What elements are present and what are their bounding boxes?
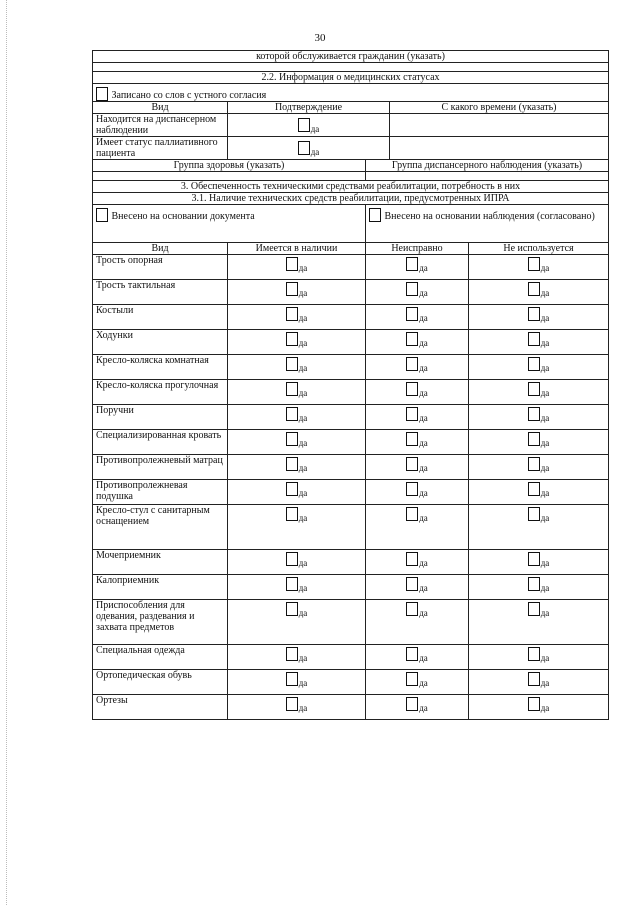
aid-broken-cell xyxy=(366,255,469,280)
aid-available-cell xyxy=(228,305,366,330)
checkbox-label: да xyxy=(419,513,428,523)
checkbox[interactable] xyxy=(406,357,418,371)
oral-consent-checkbox[interactable] xyxy=(96,87,108,101)
checkbox-label: да xyxy=(540,363,550,373)
aid-available-cell xyxy=(228,645,366,670)
health-group-label: Группа здоровья (указать) xyxy=(93,160,366,172)
aid-available-cell xyxy=(228,330,366,355)
aid-broken-cell xyxy=(366,405,469,430)
checkbox-label: да xyxy=(540,463,550,473)
aid-row xyxy=(93,280,609,305)
aid-row xyxy=(93,430,609,455)
checkbox-label: да xyxy=(298,703,308,713)
page-number: 30 xyxy=(314,32,326,44)
checkbox-label: да xyxy=(540,608,550,618)
status-row-label: Находится на диспансерном наблюдении xyxy=(93,114,228,137)
checkbox-label: да xyxy=(298,608,308,618)
checkbox-label: да xyxy=(540,583,550,593)
aid-unused-cell xyxy=(469,695,609,720)
checkbox[interactable] xyxy=(528,697,540,711)
checkbox-label: да xyxy=(540,413,550,423)
aid-available-cell xyxy=(228,255,366,280)
checkbox[interactable] xyxy=(286,577,298,591)
aid-unused-cell xyxy=(469,550,609,575)
entered-document-cell xyxy=(93,205,366,243)
checkbox[interactable] xyxy=(286,332,298,346)
entered-document-checkbox[interactable] xyxy=(96,208,108,222)
checkbox-label: да xyxy=(540,338,550,348)
checkbox-label: да xyxy=(298,388,308,398)
aid-unused-cell xyxy=(469,280,609,305)
checkbox[interactable] xyxy=(406,257,418,271)
top-row-text: которой обслуживается гражданин (указать) xyxy=(93,51,609,63)
checkbox[interactable] xyxy=(286,432,298,446)
checkbox[interactable] xyxy=(298,118,310,132)
checkbox[interactable] xyxy=(528,552,540,566)
aid-name: Ортезы xyxy=(93,695,228,720)
aid-available-cell xyxy=(228,695,366,720)
checkbox-label: да xyxy=(540,703,550,713)
aid-row xyxy=(93,550,609,575)
aid-name: Трость тактильная xyxy=(93,280,228,305)
aids-header-available: Имеется в наличии xyxy=(228,243,366,255)
aid-broken-cell xyxy=(366,355,469,380)
aid-name: Поручни xyxy=(93,405,228,430)
checkbox-label: да xyxy=(419,288,428,298)
aid-unused-cell xyxy=(469,505,609,550)
aid-available-cell xyxy=(228,380,366,405)
checkbox-label: да xyxy=(298,263,308,273)
checkbox[interactable] xyxy=(406,672,418,686)
aid-row xyxy=(93,695,609,720)
aid-name: Мочеприемник xyxy=(93,550,228,575)
checkbox[interactable] xyxy=(286,507,298,521)
checkbox-label: да xyxy=(540,313,550,323)
aid-row xyxy=(93,255,609,280)
aid-available-cell xyxy=(228,455,366,480)
checkbox-label: да xyxy=(419,463,428,473)
aid-name: Специализированная кровать xyxy=(93,430,228,455)
aid-name: Приспособления для одевания, раздевания и захвата предметов xyxy=(93,600,228,645)
checkbox-label: да xyxy=(298,488,308,498)
aid-available-cell xyxy=(228,480,366,505)
aid-broken-cell xyxy=(366,305,469,330)
aid-row xyxy=(93,455,609,480)
checkbox[interactable] xyxy=(528,457,540,471)
checkbox[interactable] xyxy=(528,257,540,271)
aid-available-cell xyxy=(228,505,366,550)
aid-available-cell xyxy=(228,280,366,305)
checkbox[interactable] xyxy=(406,577,418,591)
checkbox[interactable] xyxy=(286,602,298,616)
checkbox[interactable] xyxy=(528,407,540,421)
checkbox-label: да xyxy=(298,288,308,298)
section-2-2-title: 2.2. Информация о медицинских статусах xyxy=(93,72,609,84)
entered-observation-cell xyxy=(366,205,609,243)
checkbox[interactable] xyxy=(528,382,540,396)
status-row-label: Имеет статус паллиативного пациента xyxy=(93,137,228,160)
aid-row xyxy=(93,330,609,355)
checkbox[interactable] xyxy=(286,457,298,471)
dispensary-group-label: Группа диспансерного наблюдения (указать) xyxy=(366,160,609,172)
checkbox-label: да xyxy=(419,488,428,498)
aid-name: Кресло-коляска прогулочная xyxy=(93,380,228,405)
aid-broken-cell xyxy=(366,575,469,600)
aid-available-cell xyxy=(228,430,366,455)
aid-row xyxy=(93,305,609,330)
aid-unused-cell xyxy=(469,305,609,330)
aid-name: Специальная одежда xyxy=(93,645,228,670)
aid-name: Кресло-коляска комнатная xyxy=(93,355,228,380)
status-header-confirmation: Подтверждение xyxy=(228,102,390,114)
checkbox-label: да xyxy=(298,413,308,423)
checkbox-label: да xyxy=(419,313,428,323)
aid-row xyxy=(93,355,609,380)
status-header-since: С какого времени (указать) xyxy=(390,102,609,114)
checkbox[interactable] xyxy=(286,382,298,396)
checkbox[interactable] xyxy=(528,332,540,346)
checkbox[interactable] xyxy=(286,697,298,711)
aid-row xyxy=(93,600,609,645)
blank-row[interactable] xyxy=(93,63,609,72)
checkbox[interactable] xyxy=(406,282,418,296)
aid-broken-cell xyxy=(366,330,469,355)
aid-broken-cell xyxy=(366,550,469,575)
aids-header-type: Вид xyxy=(93,243,228,255)
checkbox[interactable] xyxy=(286,357,298,371)
checkbox-label: да xyxy=(298,678,308,688)
checkbox[interactable] xyxy=(406,332,418,346)
aid-name: Кресло-стул с санитарным оснащением xyxy=(93,505,228,550)
status-row-check: да xyxy=(228,114,390,137)
status-header-type: Вид xyxy=(93,102,228,114)
aid-available-cell xyxy=(228,600,366,645)
section-3-1-title: 3.1. Наличие технических средств реабилитации, предусмотренных ИПРА xyxy=(93,193,609,205)
checkbox-label: да xyxy=(419,388,428,398)
checkbox-label: да xyxy=(540,678,550,688)
checkbox-label: да xyxy=(540,388,550,398)
dispensary-group-field[interactable] xyxy=(366,172,609,181)
checkbox[interactable] xyxy=(406,432,418,446)
checkbox[interactable] xyxy=(528,432,540,446)
checkbox-label: да xyxy=(298,653,308,663)
checkbox-label: да xyxy=(298,583,308,593)
aid-row xyxy=(93,505,609,550)
aid-broken-cell xyxy=(366,280,469,305)
checkbox[interactable] xyxy=(528,507,540,521)
checkbox[interactable] xyxy=(286,257,298,271)
aid-unused-cell xyxy=(469,600,609,645)
aid-unused-cell xyxy=(469,380,609,405)
checkbox[interactable] xyxy=(406,507,418,521)
checkbox-label: да xyxy=(540,488,550,498)
checkbox[interactable] xyxy=(286,672,298,686)
aid-row xyxy=(93,480,609,505)
aid-name: Костыли xyxy=(93,305,228,330)
aid-unused-cell xyxy=(469,355,609,380)
aid-broken-cell xyxy=(366,505,469,550)
health-group-field[interactable] xyxy=(93,172,366,181)
status-row-check: да xyxy=(228,137,390,160)
aid-unused-cell xyxy=(469,330,609,355)
aid-broken-cell xyxy=(366,480,469,505)
aid-broken-cell xyxy=(366,695,469,720)
checkbox[interactable] xyxy=(406,407,418,421)
checkbox-label: да xyxy=(540,558,550,568)
checkbox[interactable] xyxy=(406,602,418,616)
aid-name: Калоприемник xyxy=(93,575,228,600)
checkbox-label: да xyxy=(419,583,428,593)
checkbox-label: да xyxy=(298,463,308,473)
checkbox[interactable] xyxy=(286,407,298,421)
entered-document-label: Внесено на основании документа xyxy=(111,211,255,222)
checkbox-label: да xyxy=(540,653,550,663)
aids-header-broken: Неисправно xyxy=(366,243,469,255)
aid-broken-cell xyxy=(366,455,469,480)
checkbox-label: да xyxy=(419,678,428,688)
checkbox[interactable] xyxy=(406,482,418,496)
aid-row xyxy=(93,380,609,405)
checkbox-label: да xyxy=(298,438,308,448)
checkbox[interactable] xyxy=(528,602,540,616)
page-edge xyxy=(6,0,7,905)
aid-name: Противопролежневая подушка xyxy=(93,480,228,505)
checkbox-label: да xyxy=(298,363,308,373)
checkbox[interactable] xyxy=(528,672,540,686)
checkbox[interactable] xyxy=(406,552,418,566)
checkbox-label: да xyxy=(298,513,308,523)
aid-row xyxy=(93,670,609,695)
aid-unused-cell xyxy=(469,575,609,600)
checkbox-label: да xyxy=(298,558,308,568)
aid-broken-cell xyxy=(366,600,469,645)
checkbox-label: да xyxy=(540,513,550,523)
checkbox[interactable] xyxy=(298,141,310,155)
checkbox-label: да xyxy=(419,558,428,568)
aid-name: Ходунки xyxy=(93,330,228,355)
checkbox[interactable] xyxy=(528,647,540,661)
checkbox-label: да xyxy=(298,313,308,323)
checkbox[interactable] xyxy=(528,482,540,496)
checkbox-label: да xyxy=(419,703,428,713)
checkbox-label: да xyxy=(540,438,550,448)
aid-unused-cell xyxy=(469,480,609,505)
aid-name: Противопролежневый матрац xyxy=(93,455,228,480)
aid-available-cell xyxy=(228,575,366,600)
aid-available-cell xyxy=(228,670,366,695)
form-table xyxy=(92,50,609,720)
checkbox[interactable] xyxy=(528,577,540,591)
aids-header-unused: Не используется xyxy=(469,243,609,255)
aid-row xyxy=(93,645,609,670)
checkbox[interactable] xyxy=(528,307,540,321)
aid-unused-cell xyxy=(469,405,609,430)
aid-broken-cell xyxy=(366,430,469,455)
aid-name: Трость опорная xyxy=(93,255,228,280)
checkbox[interactable] xyxy=(406,697,418,711)
checkbox[interactable] xyxy=(286,282,298,296)
checkbox[interactable] xyxy=(286,647,298,661)
aid-available-cell xyxy=(228,405,366,430)
aid-name: Ортопедическая обувь xyxy=(93,670,228,695)
checkbox[interactable] xyxy=(406,382,418,396)
checkbox[interactable] xyxy=(286,552,298,566)
checkbox[interactable] xyxy=(406,457,418,471)
aid-unused-cell xyxy=(469,430,609,455)
aid-broken-cell xyxy=(366,380,469,405)
section-3-title: 3. Обеспеченность техническими средствами реабилитации, потребность в них xyxy=(93,181,609,193)
checkbox-label: да xyxy=(419,438,428,448)
aid-available-cell xyxy=(228,550,366,575)
checkbox[interactable] xyxy=(406,647,418,661)
aid-broken-cell xyxy=(366,645,469,670)
checkbox-label: да xyxy=(540,263,550,273)
aids-list xyxy=(93,255,609,720)
checkbox[interactable] xyxy=(528,282,540,296)
checkbox-label: да xyxy=(419,653,428,663)
aid-broken-cell xyxy=(366,670,469,695)
checkbox-label: да xyxy=(419,413,428,423)
status-row-since-field[interactable] xyxy=(390,137,609,160)
checkbox-label: да xyxy=(419,263,428,273)
checkbox-label: да xyxy=(419,608,428,618)
checkbox-label: да xyxy=(298,338,308,348)
aid-unused-cell xyxy=(469,670,609,695)
oral-consent-row xyxy=(93,84,609,102)
checkbox[interactable] xyxy=(528,357,540,371)
oral-consent-label: Записано со слов с устного согласия xyxy=(111,90,267,101)
checkbox-label: да xyxy=(419,363,428,373)
aid-row xyxy=(93,405,609,430)
checkbox-label: да xyxy=(419,338,428,348)
aid-row xyxy=(93,575,609,600)
aid-unused-cell xyxy=(469,455,609,480)
status-row-since-field[interactable] xyxy=(390,114,609,137)
checkbox[interactable] xyxy=(286,482,298,496)
entered-observation-label: Внесено на основании наблюдения (согласовано) xyxy=(384,211,595,222)
checkbox[interactable] xyxy=(286,307,298,321)
checkbox-label: да xyxy=(540,288,550,298)
entered-observation-checkbox[interactable] xyxy=(369,208,381,222)
aid-available-cell xyxy=(228,355,366,380)
checkbox[interactable] xyxy=(406,307,418,321)
aid-unused-cell xyxy=(469,255,609,280)
aid-unused-cell xyxy=(469,645,609,670)
